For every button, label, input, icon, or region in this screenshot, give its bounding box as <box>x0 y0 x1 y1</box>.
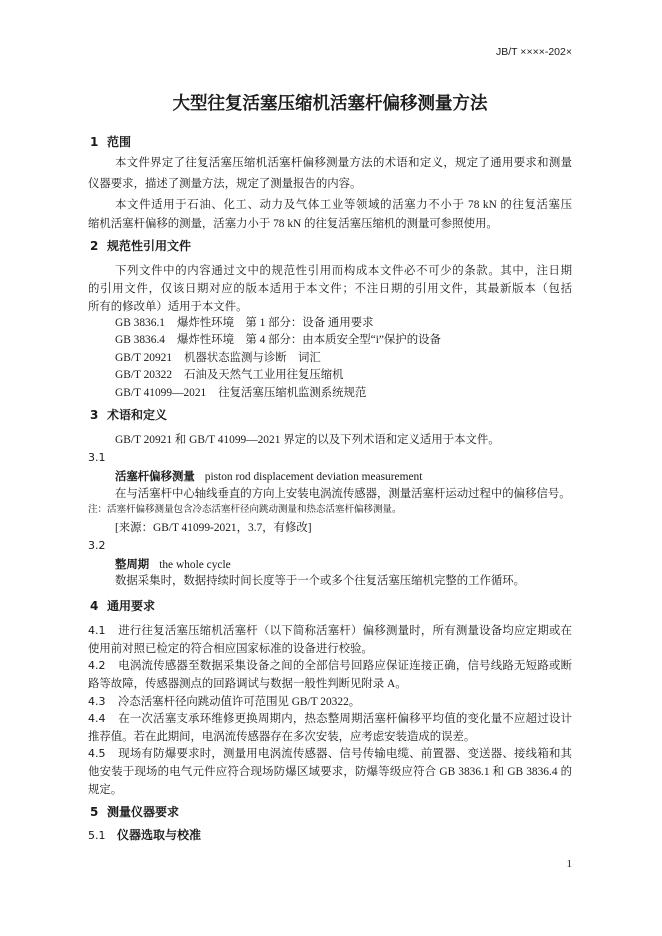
section-number: 3 <box>90 408 99 422</box>
references-intro-line-2: 的引用文件，仅该日期对应的版本适用于本文件；不注日期的引用文件，其最新版本（包括 <box>88 283 572 295</box>
subclause-title: 仪器选取与校准 <box>117 828 202 842</box>
reference-title: 爆炸性环境 第 1 部分：设备 通用要求 <box>177 317 374 329</box>
page-number: 1 <box>566 858 572 870</box>
reference-item <box>115 350 572 366</box>
section-title: 术语和定义 <box>107 408 168 422</box>
reference-code: GB 3836.1 <box>115 317 165 329</box>
clause-text: 在一次活塞支承环维修更换周期内，热态整周期活塞杆偏移平均值的变化量不应超过设计 <box>118 713 572 725</box>
section-heading-normative-references <box>88 238 572 254</box>
clause-4-4-line-1 <box>88 711 572 727</box>
reference-title: 爆炸性环境 第 4 部分：由本质安全型“i”保护的设备 <box>177 334 441 346</box>
section-title: 规范性引用文件 <box>107 239 192 253</box>
term-number: 3.2 <box>88 539 106 552</box>
scope-paragraph-1-line-1: 本文件界定了往复活塞压缩机活塞杆偏移测量方法的术语和定义，规定了通用要求和测量 <box>115 157 572 169</box>
reference-item <box>115 385 572 401</box>
section-heading-instrument-requirements <box>88 804 572 820</box>
term-note: 注：活塞杆偏移测量包含冷态活塞杆径向跳动测量和热态活塞杆偏移测量。 <box>88 505 402 515</box>
clause-4-5-line-2: 他安装于现场的电气元件应符合现场防爆区域要求，防爆等级应符合 GB 3836.1 和 GB 3836.4 的 <box>88 766 572 778</box>
section-number: 4 <box>90 599 99 613</box>
term-entry <box>115 468 572 484</box>
clause-4-2-line-1 <box>88 658 572 674</box>
section-title: 范围 <box>107 135 132 149</box>
term-definition: 在与活塞杆中心轴线垂直的方向上安装电涡流传感器，测量活塞杆运动过程中的偏移信号。 <box>115 488 571 500</box>
section-title: 通用要求 <box>107 599 156 613</box>
reference-code: GB/T 20921 <box>115 352 173 364</box>
section-title: 测量仪器要求 <box>107 805 180 819</box>
scope-paragraph-2-line-2: 缩机活塞杆偏移的测量，活塞力小于 78 kN 的往复活塞压缩机的测量可参照使用。 <box>88 218 498 230</box>
reference-title: 机器状态监测与诊断 词汇 <box>184 352 321 364</box>
clause-text: 进行往复活塞压缩机活塞杆（以下简称活塞杆）偏移测量时，所有测量设备均应定期或在 <box>118 625 572 637</box>
reference-code: GB/T 41099—2021 <box>115 387 207 399</box>
reference-title: 往复活塞压缩机监测系统规范 <box>218 387 367 399</box>
reference-item <box>115 315 572 331</box>
clause-4-5-line-3: 规定。 <box>88 784 123 796</box>
clause-4-1-line-1 <box>88 623 572 639</box>
clause-number: 4.3 <box>88 695 106 708</box>
section-heading-scope <box>88 134 572 150</box>
term-number: 3.1 <box>88 451 106 464</box>
clause-number: 4.4 <box>88 712 106 725</box>
term-chinese: 整周期 <box>115 557 150 571</box>
reference-title: 石油及天然气工业用往复压缩机 <box>184 369 344 381</box>
document-title: 大型往复活塞压缩机活塞杆偏移测量方法 <box>172 94 488 114</box>
clause-number: 4.2 <box>88 659 106 672</box>
term-chinese: 活塞杆偏移测量 <box>115 469 195 483</box>
term-source: [来源：GB/T 41099-2021，3.7，有修改] <box>115 522 312 534</box>
clause-4-2-line-2: 路等故障，传感器测点的回路调试与数据一般性判断见附录 A。 <box>88 678 407 690</box>
clause-text: 冷态活塞杆径向跳动值许可范围见 GB/T 20322。 <box>118 696 361 708</box>
section-heading-general-requirements <box>88 598 572 614</box>
reference-code: GB/T 20322 <box>115 369 173 381</box>
clause-number: 4.1 <box>88 624 106 637</box>
reference-code: GB 3836.4 <box>115 334 165 346</box>
references-intro-line-1: 下列文件中的内容通过文中的规范性引用而构成本文件必不可少的条款。其中，注日期 <box>115 265 572 277</box>
clause-4-3-line-1 <box>88 694 572 710</box>
references-intro-line-3: 所有的修改单）适用于本文件。 <box>88 301 248 313</box>
clause-text: 电涡流传感器至数据采集设备之间的全部信号回路应保证连接正确，信号线路无短路或断 <box>118 660 572 672</box>
term-entry <box>115 556 572 572</box>
subclause-heading-5-1 <box>88 827 572 843</box>
document-code-header: JB/T ××××-202× <box>496 46 572 58</box>
clause-number: 4.5 <box>88 747 106 760</box>
section-number: 5 <box>90 805 99 819</box>
term-definition: 数据采集时，数据持续时间长度等于一个或多个往复活塞压缩机完整的工作循环。 <box>115 575 526 587</box>
term-english: piston rod displacement deviation measurement <box>204 471 423 483</box>
scope-paragraph-2-line-1: 本文件适用于石油、化工、动力及气体工业等领域的活塞力不小于 78 kN 的往复活塞压 <box>115 199 572 211</box>
term-english: the whole cycle <box>159 559 231 571</box>
section-heading-terms <box>88 407 572 423</box>
reference-item <box>115 367 572 383</box>
clause-4-5-line-1 <box>88 746 572 762</box>
subclause-number: 5.1 <box>88 829 106 842</box>
reference-item <box>115 332 572 348</box>
scope-paragraph-1-line-2: 仪器要求，描述了测量方法，规定了测量报告的内容。 <box>88 178 362 190</box>
section-number: 2 <box>90 239 99 253</box>
section-number: 1 <box>90 135 99 149</box>
clause-text: 现场有防爆要求时，测量用电涡流传感器、信号传输电缆、前置器、变送器、接线箱和其 <box>118 748 572 760</box>
terms-intro: GB/T 20921 和 GB/T 41099—2021 界定的以及下列术语和定义适用于本文件。 <box>115 434 500 446</box>
clause-4-1-line-2: 使用前对照已检定的符合相应国家标准的设备进行校验。 <box>88 643 373 655</box>
clause-4-4-line-2: 推荐值。若在此期间，电涡流传感器存在多次安装，应考虑安装造成的误差。 <box>88 731 476 743</box>
